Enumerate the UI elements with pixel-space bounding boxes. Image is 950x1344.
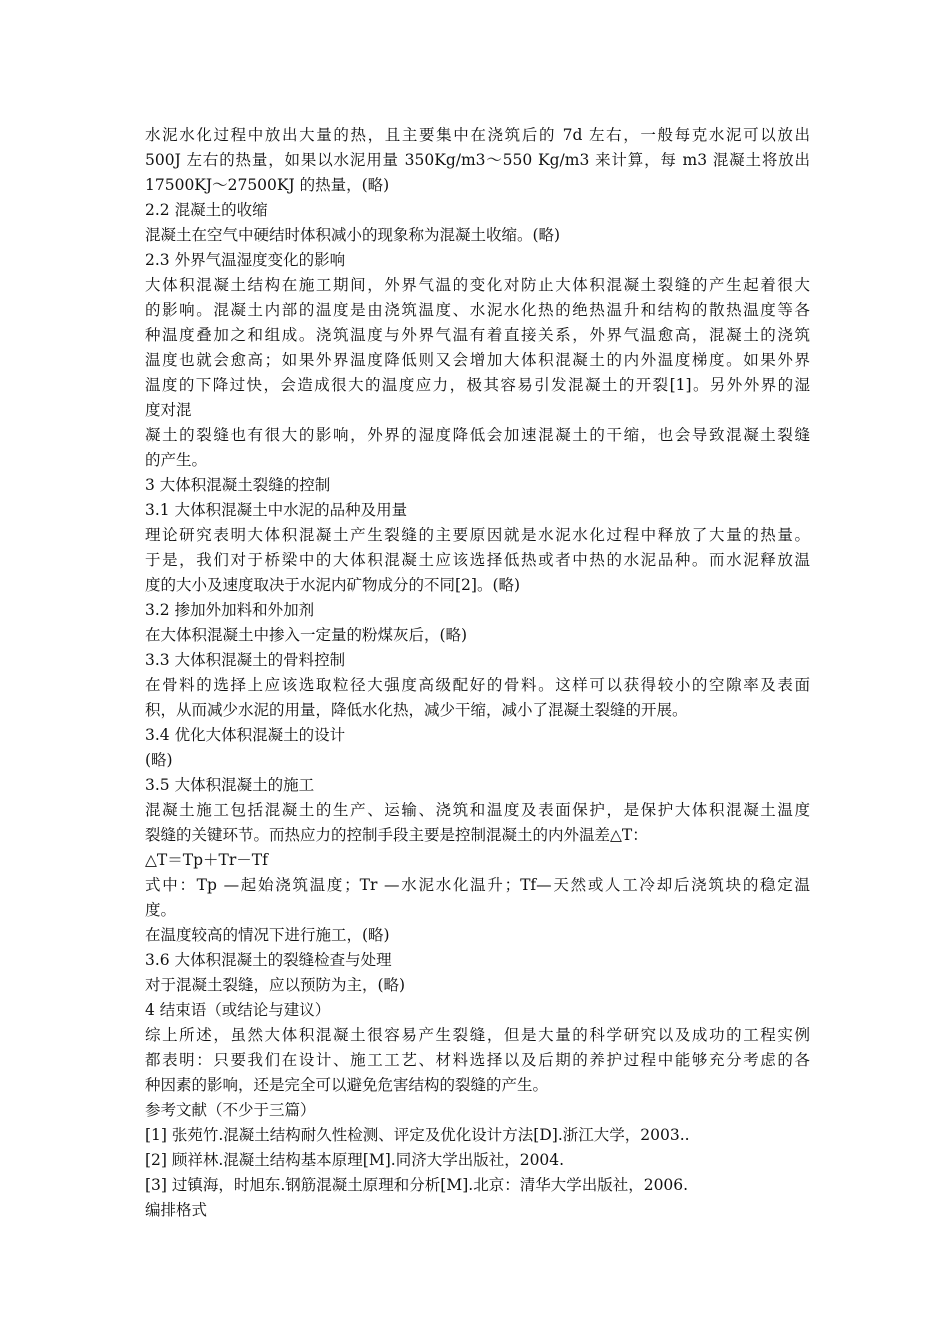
text-line: 温度也就会愈高；如果外界温度降低则又会增加大体积混凝土的内外温度梯度。如果外界	[145, 351, 810, 369]
text-line: 种温度叠加之和组成。浇筑温度与外界气温有着直接关系，外界气温愈高，混凝土的浇筑	[145, 326, 810, 344]
text-line: 在温度较高的情况下进行施工，(略)	[145, 926, 390, 944]
text-line: 都表明：只要我们在设计、施工工艺、材料选择以及后期的养护过程中能够充分考虑的各	[145, 1051, 810, 1069]
document-body	[145, 123, 810, 1223]
text-line: [1] 张苑竹.混凝土结构耐久性检测、评定及优化设计方法[D].浙江大学，2003..	[145, 1126, 690, 1144]
text-line: 综上所述，虽然大体积混凝土很容易产生裂缝，但是大量的科学研究以及成功的工程实例	[145, 1026, 810, 1044]
text-line: 4 结束语（或结论与建议）	[145, 1001, 331, 1019]
text-line: 裂缝的关键环节。而热应力的控制手段主要是控制混凝土的内外温差△T：	[145, 826, 648, 844]
text-line: 种因素的影响，还是完全可以避免危害结构的裂缝的产生。	[145, 1076, 549, 1094]
text-line: 混凝土施工包括混凝土的生产、运输、浇筑和温度及表面保护，是保护大体积混凝土温度	[145, 801, 810, 819]
text-line: 度的大小及速度取决于水泥内矿物成分的不同[2]。(略)	[145, 576, 521, 594]
text-line: 的产生。	[145, 451, 208, 469]
text-line: 500J 左右的热量，如果以水泥用量 350Kg/m3～550 Kg/m3 来计算，每 m3 混凝土将放出	[145, 151, 810, 169]
text-line: 式中：Tp —起始浇筑温度；Tr —水泥水化温升；Tf—天然或人工冷却后浇筑块的稳定温	[145, 876, 810, 894]
text-line: 水泥水化过程中放出大量的热，且主要集中在浇筑后的 7d 左右，一般每克水泥可以放出	[145, 126, 810, 144]
text-line: [2] 顾祥林.混凝土结构基本原理[M].同济大学出版社，2004.	[145, 1151, 565, 1169]
text-line: 3.3 大体积混凝土的骨料控制	[145, 651, 346, 669]
text-line: 3.1 大体积混凝土中水泥的品种及用量	[145, 501, 408, 519]
text-line: [3] 过镇海，时旭东.钢筋混凝土原理和分析[M].北京：清华大学出版社，2006.	[145, 1176, 689, 1194]
text-line: 的影响。混凝土内部的温度是由浇筑温度、水泥水化热的绝热温升和结构的散热温度等各	[145, 301, 810, 319]
text-line: 凝土的裂缝也有很大的影响，外界的湿度降低会加速混凝土的干缩，也会导致混凝土裂缝	[145, 426, 810, 444]
text-line: 3.5 大体积混凝土的施工	[145, 776, 315, 794]
text-line: 编排格式	[145, 1201, 208, 1219]
text-line: 3.4 优化大体积混凝土的设计	[145, 726, 346, 744]
text-line: 17500KJ～27500KJ 的热量，(略)	[145, 176, 390, 194]
text-line: 3.6 大体积混凝土的裂缝检查与处理	[145, 951, 392, 969]
text-line: 于是，我们对于桥梁中的大体积混凝土应该选择低热或者中热的水泥品种。而水泥释放温	[145, 551, 810, 569]
text-line: 对于混凝土裂缝，应以预防为主，(略)	[145, 976, 406, 994]
text-line: 2.2 混凝土的收缩	[145, 201, 268, 219]
text-line: 温度的下降过快，会造成很大的温度应力，极其容易引发混凝土的开裂[1]。另外外界的湿	[145, 376, 810, 394]
text-line: 2.3 外界气温湿度变化的影响	[145, 251, 346, 269]
text-line: 在大体积混凝土中掺入一定量的粉煤灰后，(略)	[145, 626, 468, 644]
text-line: 积，从而减少水泥的用量，降低水化热，减少干缩，减小了混凝土裂缝的开展。	[145, 701, 688, 719]
text-line: 理论研究表明大体积混凝土产生裂缝的主要原因就是水泥水化过程中释放了大量的热量。	[145, 526, 810, 544]
text-line: 度。	[145, 901, 177, 919]
text-line: (略)	[145, 751, 173, 769]
text-line: 度对混	[145, 401, 192, 419]
text-line: △T＝Tp＋Tr－Tf	[145, 851, 268, 869]
text-line: 大体积混凝土结构在施工期间，外界气温的变化对防止大体积混凝土裂缝的产生起着很大	[145, 276, 810, 294]
text-line: 在骨料的选择上应该选取粒径大强度高级配好的骨料。这样可以获得较小的空隙率及表面	[145, 676, 810, 694]
text-line: 参考文献（不少于三篇）	[145, 1101, 316, 1119]
text-line: 3.2 掺加外加料和外加剂	[145, 601, 315, 619]
text-line: 混凝土在空气中硬结时体积减小的现象称为混凝土收缩。(略)	[145, 226, 561, 244]
text-line: 3 大体积混凝土裂缝的控制	[145, 476, 331, 494]
